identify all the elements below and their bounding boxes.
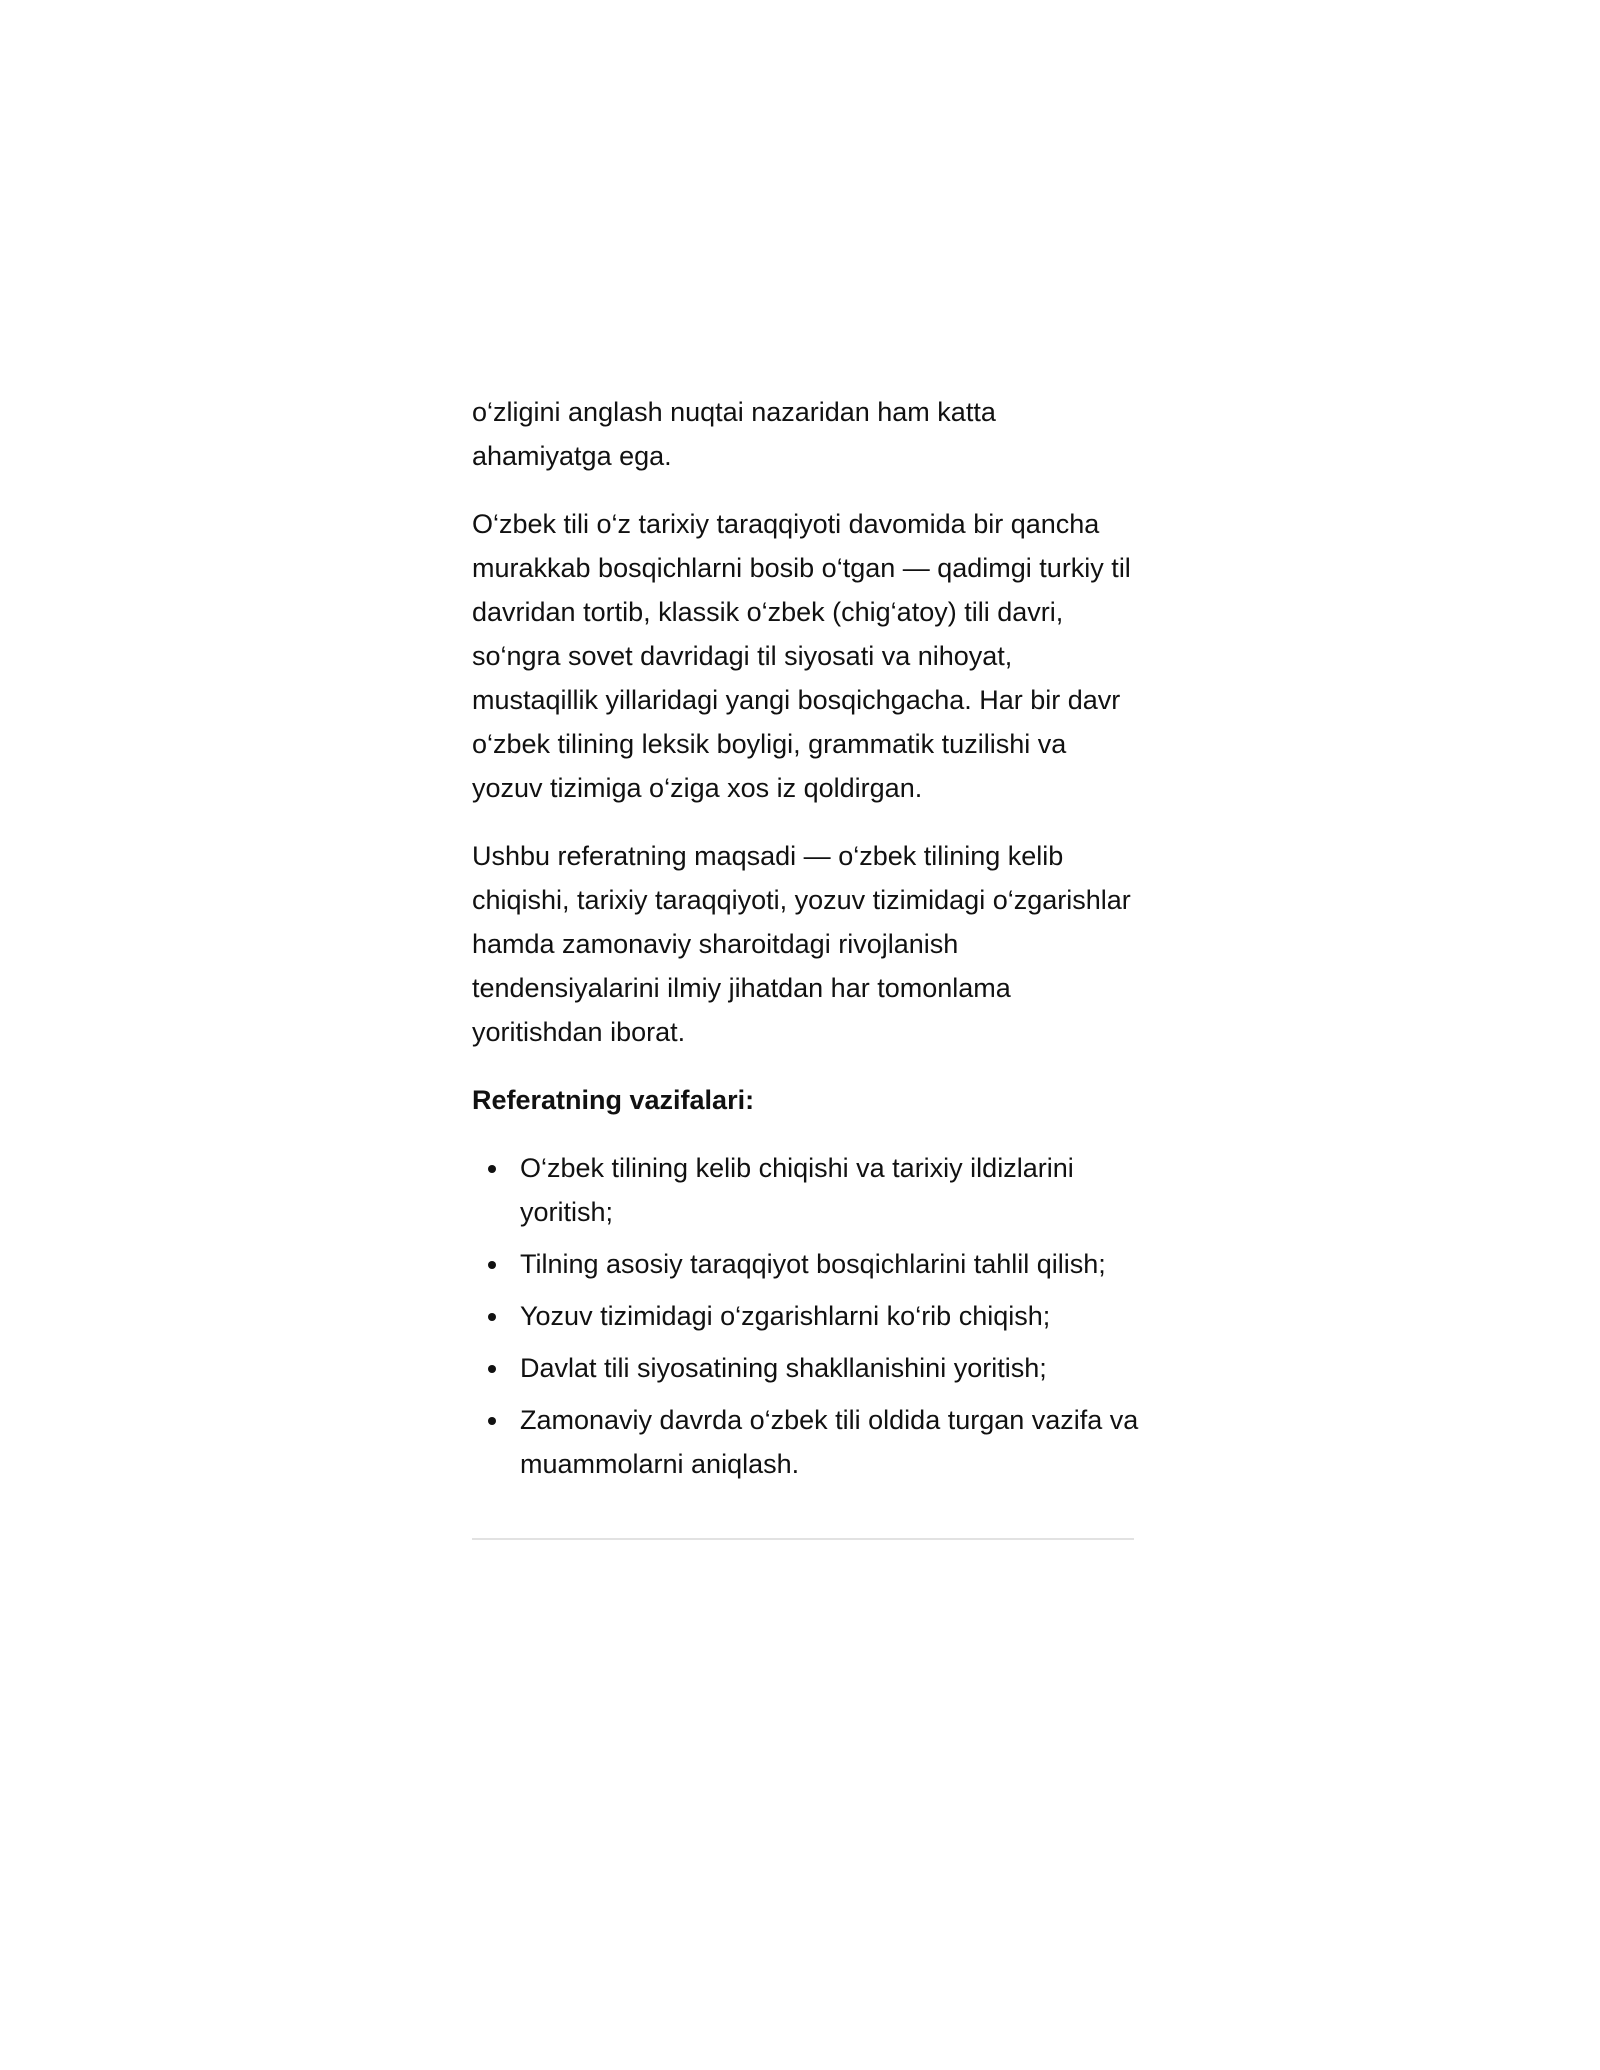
paragraph-history: O‘zbek tili o‘z tarixiy taraqqiyoti davomida bir qancha murakkab bosqichlarni bosib o‘tgan — qadimgi turkiy til davridan tortib, klassik o‘zbek (chig‘atoy) tili davri, so‘ngra sovet davridagi til siyosati va nihoyat, mustaqillik yillaridagi yangi bosqichgacha. Har bir davr o‘zbek tilining leksik boyligi, grammatik tuzilishi va yozuv tizimiga o‘ziga xos iz qoldirgan. [472,509,1131,803]
list-item [472,1398,1142,1486]
list-item [472,1242,1142,1286]
list-item-text: Zamonaviy davrda o‘zbek tili oldida turgan vazifa va muammolarni aniqlash. [520,1405,1139,1479]
tasks-heading: Referatning vazifalari: [472,1085,755,1115]
paragraph-intro-continuation: o‘zligini anglash nuqtai nazaridan ham katta ahamiyatga ega. [472,397,996,471]
bullet-icon [488,1165,496,1173]
list-item [472,1346,1142,1390]
section-divider [472,1538,1134,1540]
bullet-icon [488,1417,496,1425]
bullet-icon [488,1313,496,1321]
bullet-icon [488,1365,496,1373]
list-item [472,1294,1142,1338]
list-item-text: Yozuv tizimidagi o‘zgarishlarni ko‘rib chiqish; [520,1301,1051,1331]
document-body [472,390,1142,1494]
tasks-list [472,1146,1142,1486]
list-item-text: Davlat tili siyosatining shakllanishini yoritish; [520,1353,1047,1383]
list-item-text: Tilning asosiy taraqqiyot bosqichlarini tahlil qilish; [520,1249,1106,1279]
list-item [472,1146,1142,1234]
list-item-text: O‘zbek tilining kelib chiqishi va tarixiy ildizlarini yoritish; [520,1153,1074,1227]
bullet-icon [488,1261,496,1269]
paragraph-purpose: Ushbu referatning maqsadi — o‘zbek tilining kelib chiqishi, tarixiy taraqqiyoti, yozuv tizimidagi o‘zgarishlar hamda zamonaviy sharoitdagi rivojlanish tendensiyalarini ilmiy jihatdan har tomonlama yoritishdan iborat. [472,841,1131,1047]
